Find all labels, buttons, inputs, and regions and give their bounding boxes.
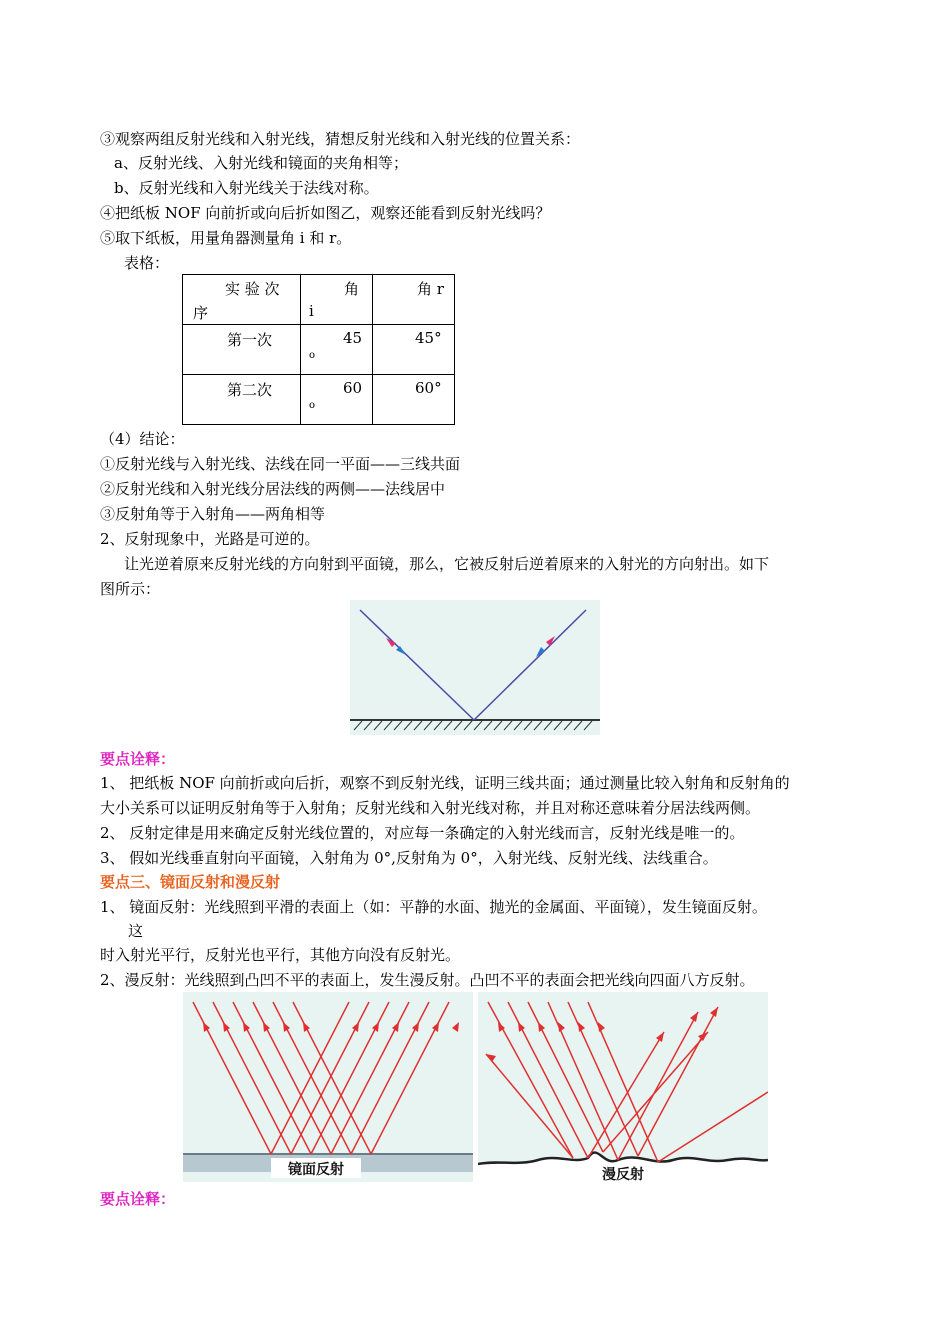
section-heading: 要点诠释： xyxy=(100,1190,176,1208)
text-line: 表格： xyxy=(124,254,170,272)
specular-label: 镜面反射 xyxy=(288,1162,344,1178)
table-header-text: 角 r xyxy=(417,280,444,298)
table-header-text: i xyxy=(309,302,314,320)
table-row xyxy=(183,375,455,425)
cell-text: 60° xyxy=(415,379,442,397)
table-header-text: 实 验 次 xyxy=(225,280,280,298)
text-line: a、反射光线、入射光线和镜面的夹角相等； xyxy=(114,154,408,172)
text-line: 2、 反射定律是用来确定反射光线位置的，对应每一条确定的入射光线而言，反射光线是唯一的。 xyxy=(100,824,745,842)
text-line: 图所示： xyxy=(100,580,161,598)
experiment-table xyxy=(182,274,455,425)
cell-text: 第二次 xyxy=(227,381,273,399)
text-line: 这 xyxy=(128,922,144,940)
cell-text: 60 xyxy=(343,379,363,397)
text-line: 大小关系可以证明反射角等于入射角；反射光线和入射光线对称，并且对称还意味着分居法线两侧。 xyxy=(100,799,761,817)
section-heading: 要点诠释： xyxy=(100,750,176,768)
table-cell xyxy=(373,325,455,375)
cell-text: o xyxy=(309,350,316,361)
table-header-cell xyxy=(301,275,373,325)
table-cell xyxy=(373,375,455,425)
text-line: 2、反射现象中，光路是可逆的。 xyxy=(100,530,320,548)
figure-background xyxy=(350,600,600,735)
specular-reflection-figure xyxy=(183,992,473,1182)
table-cell xyxy=(183,375,301,425)
cell-text: 第一次 xyxy=(227,331,273,349)
table-cell xyxy=(183,325,301,375)
text-line: ⑤取下纸板，用量角器测量角 i 和 r。 xyxy=(100,229,352,247)
text-line: 2、漫反射：光线照到凸凹不平的表面上，发生漫反射。凸凹不平的表面会把光线向四面八方反射。 xyxy=(100,971,755,989)
text-line: ①反射光线与入射光线、法线在同一平面——三线共面 xyxy=(100,455,461,473)
table-header-cell xyxy=(183,275,301,325)
table-header-text: 角 xyxy=(344,280,360,298)
table-header-cell xyxy=(373,275,455,325)
reversible-light-path-figure xyxy=(350,600,600,735)
text-line: ④把纸板 NOF 向前折或向后折如图乙，观察还能看到反射光线吗？ xyxy=(100,204,551,222)
text-line: 让光逆着原来反射光线的方向射到平面镜，那么，它被反射后逆着原来的入射光的方向射出。如下 xyxy=(124,555,770,573)
table-cell xyxy=(301,375,373,425)
cell-text: o xyxy=(309,400,316,411)
table-header-text: 序 xyxy=(193,304,209,322)
text-line: ③观察两组反射光线和入射光线，猜想反射光线和入射光线的位置关系： xyxy=(100,130,581,148)
text-line: ③反射角等于入射角——两角相等 xyxy=(100,505,326,523)
text-line: 3、 假如光线垂直射向平面镜，入射角为 0°,反射角为 0°，入射光线、反射光线、法线重合。 xyxy=(100,849,718,867)
text-line: 1、 把纸板 NOF 向前折或向后折，观察不到反射光线，证明三线共面；通过测量比较入射角和反射角的 xyxy=(100,774,790,792)
text-line: 1、 镜面反射：光线照到平滑的表面上（如：平静的水面、抛光的金属面、平面镜），发生镜面反射。 xyxy=(100,898,767,916)
figure-background xyxy=(478,992,768,1182)
table-cell xyxy=(301,325,373,375)
cell-text: 45 xyxy=(343,329,363,347)
section-heading: 要点三、镜面反射和漫反射 xyxy=(100,873,281,891)
text-line: b、反射光线和入射光线关于法线对称。 xyxy=(114,179,379,197)
text-line: ②反射光线和入射光线分居法线的两侧——法线居中 xyxy=(100,480,446,498)
text-line: （4）结论： xyxy=(100,430,185,448)
diffuse-reflection-figure xyxy=(478,992,768,1182)
cell-text: 45° xyxy=(415,329,442,347)
text-line: 时入射光平行，反射光也平行，其他方向没有反射光。 xyxy=(100,946,461,964)
table-row xyxy=(183,325,455,375)
diffuse-label: 漫反射 xyxy=(602,1167,644,1182)
